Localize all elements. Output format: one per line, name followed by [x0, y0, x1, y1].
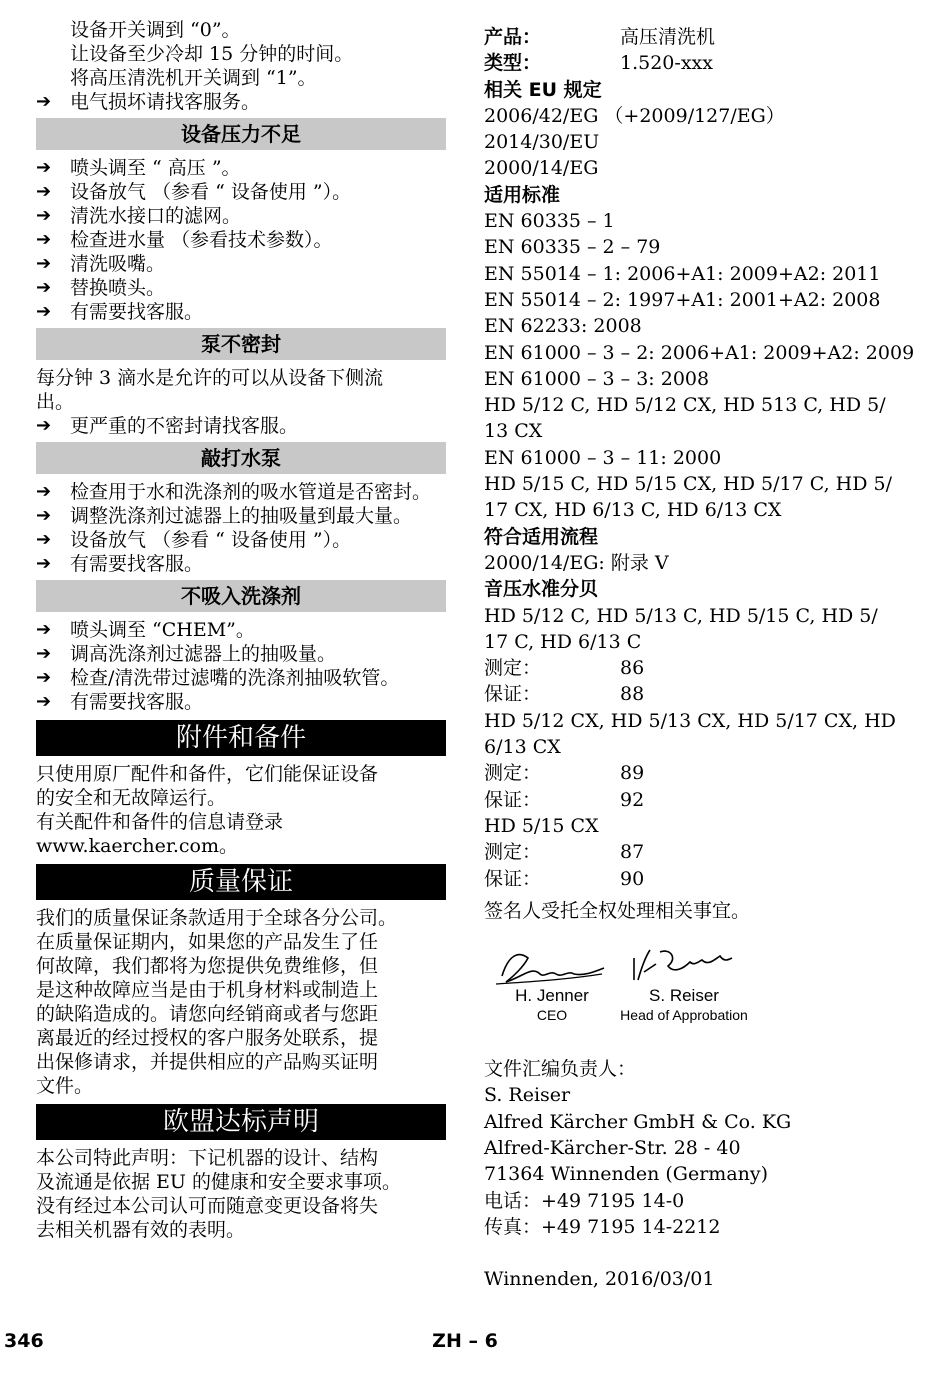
list-item: ➔ 喷头调至 “CHEM”。	[36, 619, 255, 641]
arrow-right-icon: ➔	[36, 553, 52, 574]
paragraph-line: 文件。	[36, 1075, 94, 1097]
arrow-right-icon: ➔	[36, 157, 52, 178]
paragraph-line: 的安全和无故障运行。	[36, 787, 227, 809]
docs-line: 文件汇编负责人：	[484, 1058, 637, 1081]
arrow-right-icon: ➔	[36, 415, 52, 436]
page-label: ZH – 6	[432, 1330, 498, 1352]
standard-line: EN 60335 – 2 – 79	[484, 236, 661, 259]
model-group-line: 17 C, HD 6/13 C	[484, 630, 642, 653]
arrow-right-icon: ➔	[36, 229, 52, 250]
list-item: ➔ 调高洗涤剂过滤器上的抽吸量。	[36, 643, 337, 665]
standard-line: EN 61000 – 3 – 11: 2000	[484, 446, 722, 469]
standard-line: EN 62233: 2008	[484, 315, 642, 338]
arrow-right-icon: ➔	[36, 619, 52, 640]
signer-role: CEO	[536, 1007, 568, 1024]
paragraph-line: 及流通是依据 EU 的健康和安全要求事项。	[36, 1171, 401, 1193]
paragraph-line: 出。	[36, 391, 75, 413]
left-column	[36, 18, 446, 1242]
standard-line: EN 55014 – 2: 1997+A1: 2001+A2: 2008	[484, 288, 881, 311]
standards-heading: 适用标准	[484, 183, 561, 206]
arrow-right-icon: ➔	[36, 691, 52, 712]
section-title-no-detergent: 不吸入洗涤剂	[36, 580, 446, 612]
intro-line: 设备开关调到 “0”。	[70, 19, 241, 41]
docs-line: 传真：+49 7195 14-2212	[484, 1215, 721, 1238]
signatories-note: 签名人受托全权处理相关事宜。	[484, 899, 751, 922]
paragraph-line: 我们的质量保证条款适用于全球各分公司。	[36, 907, 398, 929]
product-row: 产品： 高压清洗机	[484, 26, 716, 48]
arrow-right-icon: ➔	[36, 205, 52, 226]
paragraph-line: 有关配件和备件的信息请登录	[36, 811, 284, 833]
section-title-warranty: 质量保证	[36, 864, 446, 900]
arrow-right-icon: ➔	[36, 505, 52, 526]
list-item: ➔ 清洗水接口的滤网。	[36, 205, 242, 227]
place-date: Winnenden, 2016/03/01	[484, 1268, 715, 1291]
type-row: 类型： 1.520-xxx	[484, 52, 713, 75]
paragraph-line: 没有经过本公司认可而随意变更设备将失	[36, 1195, 379, 1217]
standard-line: HD 5/12 C, HD 5/12 CX, HD 513 C, HD 5/	[484, 394, 886, 417]
paragraph-line: 的缺陷造成的。请您向经销商或者与您距	[36, 1003, 379, 1025]
eu-rule: 2000/14/EG	[484, 157, 599, 180]
list-item: ➔ 喷头调至 “ 高压 ”。	[36, 157, 241, 179]
paragraph-line: 在质量保证期内，如果您的产品发生了任	[36, 931, 379, 953]
paragraph-line: 是这种故障应当是由于机身材料或制造上	[36, 979, 379, 1001]
procedure-heading: 符合适用流程	[484, 525, 599, 548]
paragraph-line: 去相关机器有效的表明。	[36, 1219, 246, 1241]
list-item: ➔ 检查用于水和洗涤剂的吸水管道是否密封。	[36, 481, 432, 503]
standard-line: EN 61000 – 3 – 2: 2006+A1: 2009+A2: 2009	[484, 341, 915, 364]
section-title-accessories: 附件和备件	[36, 720, 446, 756]
docs-line: 71364 Winnenden (Germany)	[484, 1163, 769, 1186]
guaranteed-row: 保证： 90	[484, 867, 645, 890]
paragraph-line: 何故障，我们都将为您提供免费维修，但	[36, 955, 379, 977]
standard-line: EN 60335 – 1	[484, 210, 615, 233]
arrow-right-icon: ➔	[36, 643, 52, 664]
section-title-pump-knock: 敲打水泵	[36, 442, 446, 474]
guaranteed-row: 保证： 88	[484, 683, 645, 706]
list-item: ➔ 更严重的不密封请找客服。	[36, 415, 299, 437]
arrow-right-icon: ➔	[36, 253, 52, 274]
eu-rule: 2014/30/EU	[484, 131, 600, 154]
list-item: ➔ 检查进水量 （参看技术参数）。	[36, 229, 333, 251]
docs-line: Alfred-Kärcher-Str. 28 - 40	[484, 1136, 741, 1159]
paragraph-line: 离最近的经过授权的客户服务处联系，提	[36, 1027, 379, 1049]
paragraph-line: 每分钟 3 滴水是允许的可以从设备下侧流	[36, 367, 384, 389]
standard-line: 17 CX, HD 6/13 C, HD 6/13 CX	[484, 499, 782, 522]
list-item: ➔ 清洗吸嘴。	[36, 253, 166, 275]
docs-line: 电话：+49 7195 14-0	[484, 1189, 685, 1212]
measured-row: 测定： 89	[484, 762, 645, 785]
signer-name: H. Jenner	[515, 986, 589, 1006]
docs-line: Alfred Kärcher GmbH & Co. KG	[484, 1110, 792, 1133]
standard-line: 13 CX	[484, 420, 543, 443]
standard-line: EN 55014 – 1: 2006+A1: 2009+A2: 2011	[484, 262, 881, 285]
list-item: ➔ 检查/清洗带过滤嘴的洗涤剂抽吸软管。	[36, 667, 400, 689]
list-item: ➔ 有需要找客服。	[36, 691, 204, 713]
list-item: ➔ 有需要找客服。	[36, 553, 204, 575]
standard-line: HD 5/15 C, HD 5/15 CX, HD 5/17 C, HD 5/	[484, 473, 892, 496]
paragraph-line: 只使用原厂配件和备件，它们能保证设备	[36, 763, 379, 785]
intro-line: 将高压清洗机开关调到 “1”。	[70, 67, 317, 89]
measured-row: 测定： 86	[484, 657, 645, 680]
intro-line: 让设备至少冷却 15 分钟的时间。	[70, 43, 354, 65]
signer-role: Head of Approbation	[620, 1007, 748, 1024]
guaranteed-row: 保证： 92	[484, 788, 645, 811]
procedure-value: 2000/14/EG: 附录 V	[484, 551, 669, 574]
model-group-line: HD 5/12 CX, HD 5/13 CX, HD 5/17 CX, HD	[484, 709, 896, 732]
website-link[interactable]: www.kaercher.com。	[36, 835, 238, 857]
arrow-right-icon: ➔	[36, 301, 52, 322]
arrow-right-icon: ➔	[36, 181, 52, 202]
model-group-line: 6/13 CX	[484, 736, 561, 759]
sound-heading: 音压水准分贝	[484, 578, 599, 601]
paragraph-line: 本公司特此声明：下记机器的设计、结构	[36, 1147, 379, 1169]
arrow-right-icon: ➔	[36, 481, 52, 502]
eu-rules-heading: 相关 EU 规定	[484, 78, 602, 101]
section-title-pressure: 设备压力不足	[36, 118, 446, 150]
signer-jenner	[492, 986, 612, 1024]
list-item: ➔ 有需要找客服。	[36, 301, 204, 323]
signer-name: S. Reiser	[649, 986, 719, 1006]
arrow-right-icon: ➔	[36, 667, 52, 688]
measured-row: 测定： 87	[484, 841, 645, 864]
arrow-right-icon: ➔	[36, 91, 52, 112]
list-item: ➔ 电气损坏请找客服务。	[36, 91, 261, 113]
signer-reiser	[614, 986, 754, 1024]
standard-line: EN 61000 – 3 – 3: 2008	[484, 367, 710, 390]
section-title-pump-leak: 泵不密封	[36, 328, 446, 360]
docs-line: S. Reiser	[484, 1084, 571, 1107]
page-number: 346	[4, 1330, 44, 1352]
model-group-line: HD 5/12 C, HD 5/13 C, HD 5/15 C, HD 5/	[484, 604, 878, 627]
right-column	[484, 24, 924, 1292]
list-item: ➔ 设备放气 （参看 “ 设备使用 ”）。	[36, 181, 352, 203]
arrow-right-icon: ➔	[36, 277, 52, 298]
list-item: ➔ 替换喷头。	[36, 277, 166, 299]
eu-rule: 2006/42/EG （+2009/127/EG）	[484, 104, 785, 127]
paragraph-line: 出保修请求，并提供相应的产品购买证明	[36, 1051, 379, 1073]
section-title-eu: 欧盟达标声明	[36, 1104, 446, 1140]
list-item: ➔ 设备放气 （参看 “ 设备使用 ”）。	[36, 529, 352, 551]
list-item: ➔ 调整洗涤剂过滤器上的抽吸量到最大量。	[36, 505, 413, 527]
signatures	[484, 936, 924, 1056]
model-group-line: HD 5/15 CX	[484, 814, 599, 837]
arrow-right-icon: ➔	[36, 529, 52, 550]
